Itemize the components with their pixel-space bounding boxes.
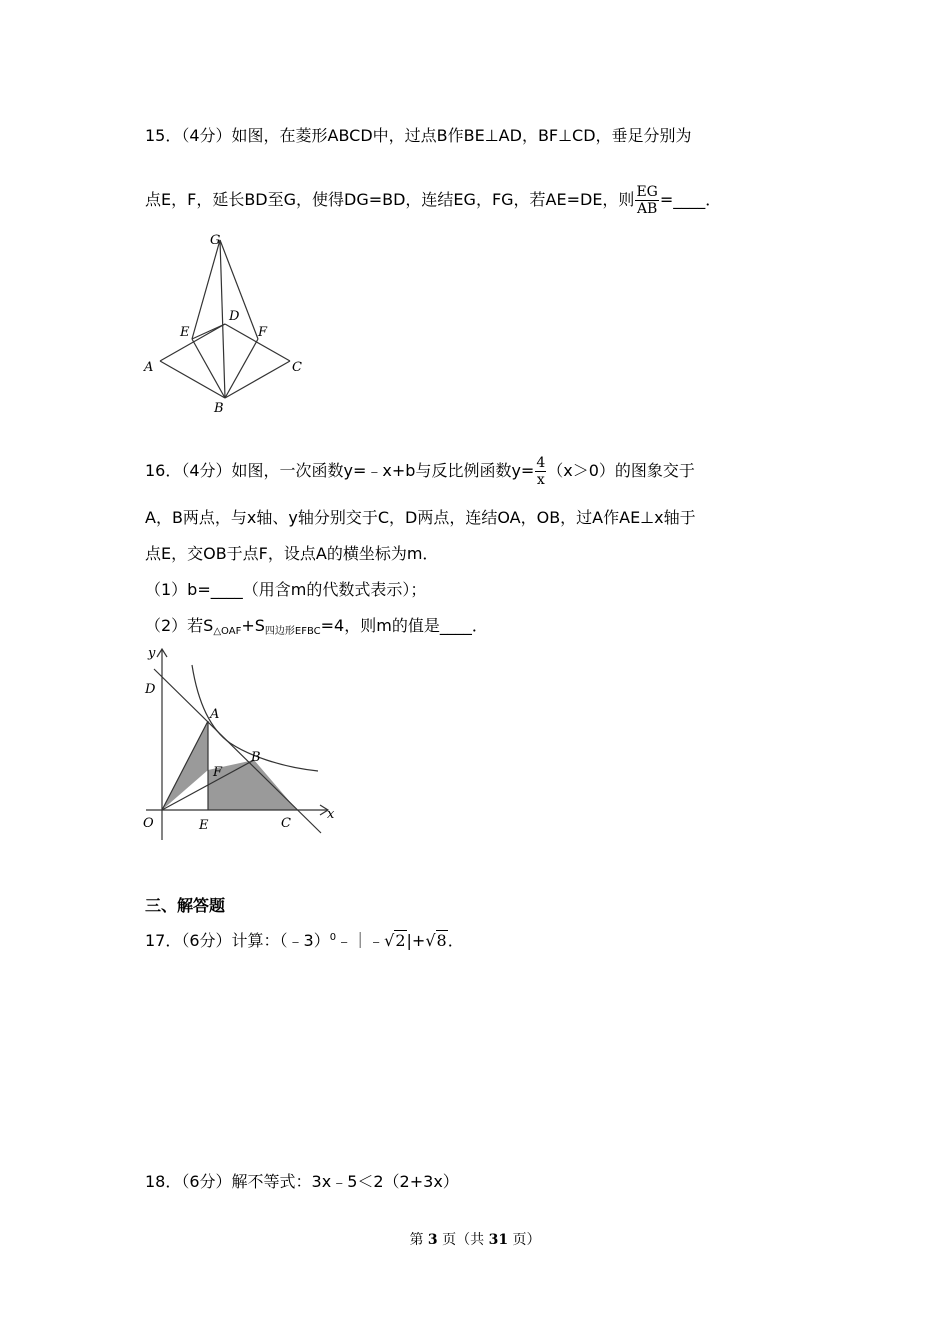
q15-label-E: E [180, 325, 190, 340]
q15-frac-num: EG [636, 184, 658, 200]
q16-line5-sub1: △OAF [213, 626, 242, 637]
q17-radicand-2: 2 [395, 931, 406, 950]
q16-line1-end: （x＞0）的图象交于 [547, 461, 695, 480]
q16-label-E: E [199, 818, 209, 833]
footer-total-pages: 31 [488, 1232, 509, 1248]
q16-line1-text: 16．（4分）如图，一次函数y=﹣x+b与反比例函数y= [145, 461, 535, 480]
q17-sqrt-8: √8 [425, 931, 447, 950]
q15-line2 [145, 184, 721, 217]
q16-line5 [145, 614, 488, 644]
q16-line1 [145, 455, 695, 488]
q17-exponent: 0 [329, 932, 337, 943]
q17-mid: ﹣｜﹣ [336, 931, 385, 950]
q17-end: ． [447, 931, 464, 950]
q15-line2-blank: =____． [659, 190, 722, 209]
q15-seg-BG [220, 240, 225, 398]
q15-seg-ED [192, 324, 225, 339]
q16-frac-num: 4 [536, 455, 546, 471]
q16-label-D: D [145, 682, 156, 697]
q16-label-O: O [143, 816, 154, 831]
q16-line5-a: （2）若S [145, 616, 214, 635]
q16-label-B: B [251, 750, 261, 765]
q16-line5-sub2: 四边形EFBC [264, 626, 321, 637]
footer-suffix: 页） [508, 1232, 541, 1248]
q16-figure [140, 643, 345, 848]
q17-mid2: |+ [406, 931, 426, 950]
q15-label-D: D [229, 309, 240, 324]
q16-line5-b: +S [241, 616, 265, 635]
q15-label-A: A [144, 360, 154, 375]
q16-label-C: C [281, 816, 291, 831]
q15-frac-den: AB [636, 201, 658, 217]
q15-line2-text: 点E，F，延长BD至G，使得DG=BD，连结EG，FG，若AE=DE，则 [145, 190, 635, 209]
q15-seg-EG [192, 240, 220, 339]
q16-frac-den: x [536, 472, 545, 488]
q15-seg-AD [160, 324, 225, 361]
q18-line: 18．（6分）解不等式：3x﹣5＜2（2+3x） [145, 1172, 459, 1191]
q16-line4: （1）b=____（用含m的代数式表示）； [145, 580, 427, 599]
q16-label-A: A [210, 707, 220, 722]
q17-prefix: 17．（6分）计算：（﹣3） [145, 931, 330, 950]
q16-label-y: y [148, 646, 156, 661]
q15-label-G: G [210, 233, 221, 248]
q16-line5-c: =4，则m的值是____． [320, 616, 488, 635]
q15-label-F: F [258, 325, 268, 340]
q16-label-F: F [213, 765, 223, 780]
q16-fraction [535, 455, 546, 488]
q17-radicand-8: 8 [436, 931, 447, 950]
page-footer [0, 1229, 950, 1249]
q15-fraction [635, 184, 658, 217]
q16-line3: 点E，交OB于点F，设点A的横坐标为m． [145, 544, 439, 563]
footer-page-number: 3 [427, 1232, 438, 1248]
q15-figure [140, 228, 310, 418]
q15-line1: 15．（4分）如图，在菱形ABCD中，过点B作BE⊥AD，BF⊥CD，垂足分别为 [145, 126, 692, 145]
q17-sqrt-2: √2 [384, 931, 406, 950]
q15-label-C: C [292, 360, 302, 375]
footer-prefix: 第 [409, 1232, 428, 1248]
q17-line [145, 926, 464, 953]
footer-mid: 页（共 [437, 1232, 489, 1248]
section3-title: 三、解答题 [145, 896, 226, 915]
q15-label-B: B [214, 401, 224, 416]
q16-label-x: x [327, 807, 335, 822]
q16-line2: A，B两点，与x轴、y轴分别交于C，D两点，连结OA，OB，过A作AE⊥x轴于 [145, 508, 696, 527]
